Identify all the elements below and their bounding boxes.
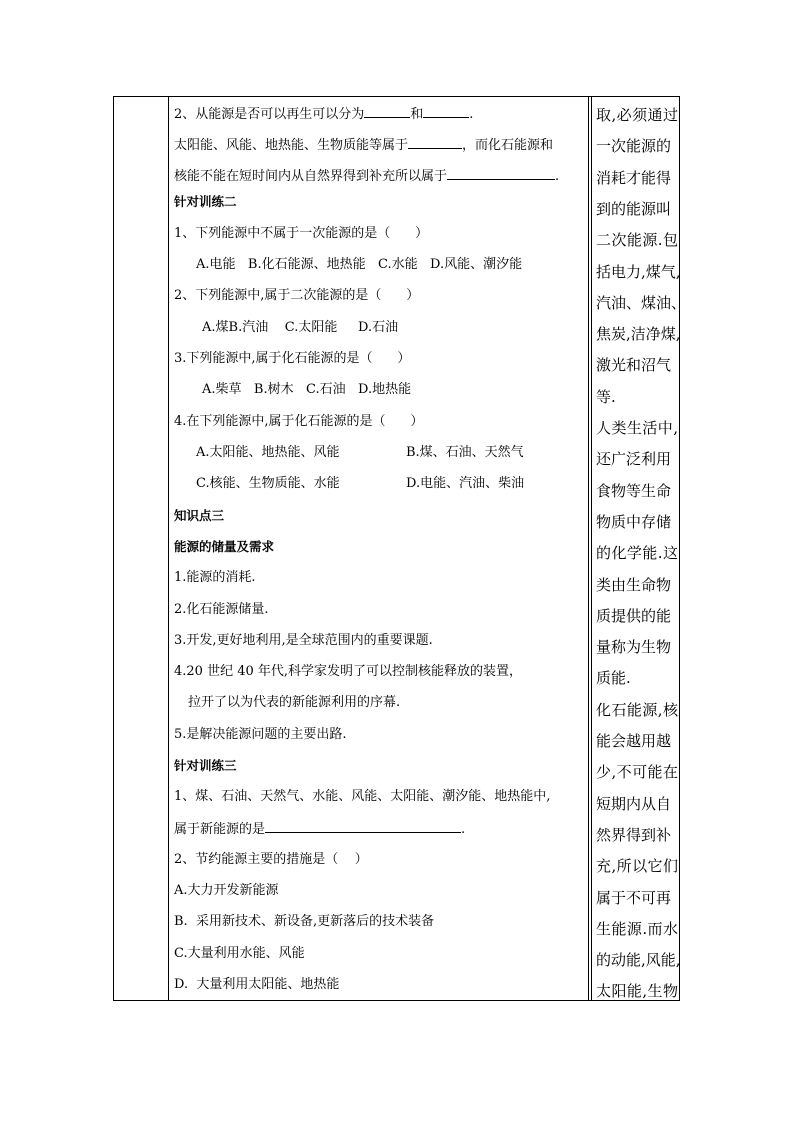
answer-blank [265,819,461,833]
option-c: C.大量利用水能、风能 [174,946,305,961]
question-line: 2、节约能源主要的措施是（ ） [174,852,368,867]
question-line: 1、下列能源中不属于一次能源的是（ ） [174,226,429,241]
sidebar-note-line: 的化学能.这 [596,544,678,563]
sidebar-note-line: 生能源.而水 [596,919,678,938]
column-divider [588,97,589,1000]
sidebar-note-line: 量称为生物 [596,638,672,657]
knowledge-point: 4.20 世纪 40 年代,科学家发明了可以控制核能释放的装置， [174,664,523,679]
sidebar-note-line: 太阳能,生物 [596,982,678,1001]
sidebar-note-line: 等. [596,387,616,406]
question-text: 2、从能源是否可以再生可以分为 [174,107,365,122]
knowledge-point: 拉开了以为代表的新能源利用的序幕. [188,695,401,710]
sidebar-note-line: 的动能,风能, [596,951,681,970]
question-line [174,104,473,124]
sidebar-note-line: 到的能源叫 [596,199,672,218]
option-a: A.大力开发新能源 [174,883,279,898]
sidebar-note-line: 汽油、煤油、 [596,293,687,312]
sidebar-note-line: 二次能源.包 [596,231,678,250]
sidebar-note-line: 消耗才能得 [596,168,672,187]
answer-blank [447,166,555,180]
question-line [174,166,559,186]
option-b: B. 采用新技术、新设备,更新落后的技术装备 [174,914,435,929]
sidebar-note-line: 质提供的能 [596,606,672,625]
question-line: 4.在下列能源中,属于化石能源的是（ ） [174,414,424,429]
section-subtitle: 能源的储量及需求 [174,539,275,554]
option-c: C.核能、生物质能、水能 [196,476,340,491]
sidebar-note-line: 少,不可能在 [596,763,678,782]
question-text: . [469,107,474,122]
section-title: 知识点三 [174,508,225,523]
sidebar-note-line: 激光和沼气 [596,356,672,375]
sidebar-note-line: 短期内从自 [596,794,672,813]
option-b: B.煤、石油、天然气 [406,445,524,460]
sidebar-note-line: 然界得到补 [596,825,672,844]
question-line: 1、煤、石油、天然气、水能、风能、太阳能、潮汐能、地热能中, [174,789,551,804]
question-line: 3.下列能源中,属于化石能源的是（ ） [174,351,411,366]
section-title: 针对训练三 [174,758,237,773]
sidebar-note-line: 质能. [596,669,631,688]
column-divider [168,97,169,1000]
sidebar-note-line: 人类生活中, [596,419,678,437]
question-text: . [555,169,560,184]
sidebar-note-line: 充,所以它们 [596,857,678,876]
question-line [174,135,553,155]
sidebar-note-line: 类由生命物 [596,575,672,594]
knowledge-point: 2.化石能源储量. [174,602,269,617]
option-d: D.电能、汽油、柴油 [406,476,525,491]
question-text: 太阳能、风能、地热能、生物质能等属于 [174,138,409,153]
knowledge-point: 1.能源的消耗. [174,570,256,585]
answer-blank [408,135,462,149]
options-line: A.柴草 B.树木 C.石油 D.地热能 [202,382,412,397]
sidebar-note-line: 一次能源的 [596,137,672,156]
question-text: 核能不能在短时间内从自然界得到补充所以属于 [174,169,448,184]
knowledge-point: 5.是解决能源问题的主要出路. [174,727,347,742]
sidebar-note-line: 取,必须通过 [596,106,678,124]
sidebar-note-line: 焦炭,洁净煤, [596,325,681,344]
sidebar-note-line: 物质中存储 [596,512,672,531]
answer-blank [423,104,469,118]
sidebar-note-line: 括电力,煤气, [596,262,681,281]
sidebar-note-line: 化石能源,核 [596,700,678,719]
question-text: 和 [410,107,424,122]
options-line: A.电能 B.化石能源、地热能 C.水能 D.风能、潮汐能 [196,257,523,272]
answer-blank [364,104,410,118]
question-line: 2、下列能源中,属于二次能源的是（ ） [174,288,420,303]
worksheet-table [113,96,687,1001]
sidebar-note-line: 属于不可再 [596,888,672,907]
option-d: D. 大量利用太阳能、地热能 [174,977,340,992]
option-a: A.太阳能、地热能、风能 [196,445,340,460]
question-line [174,819,465,839]
sidebar-note-line: 食物等生命 [596,481,672,500]
sidebar-note-line: 能会越用越 [596,732,672,750]
sidebar-note-line: 还广泛利用 [596,450,672,469]
question-text: ，而化石能源和 [462,138,554,153]
options-line: A.煤B.汽油 C.太阳能 D.石油 [202,320,399,335]
section-title: 针对训练二 [174,194,237,209]
column-divider [591,97,592,1000]
question-text: . [461,822,466,837]
knowledge-point: 3.开发,更好地利用,是全球范围内的重要课题. [174,633,433,648]
question-text: 属于新能源的是 [174,822,266,837]
